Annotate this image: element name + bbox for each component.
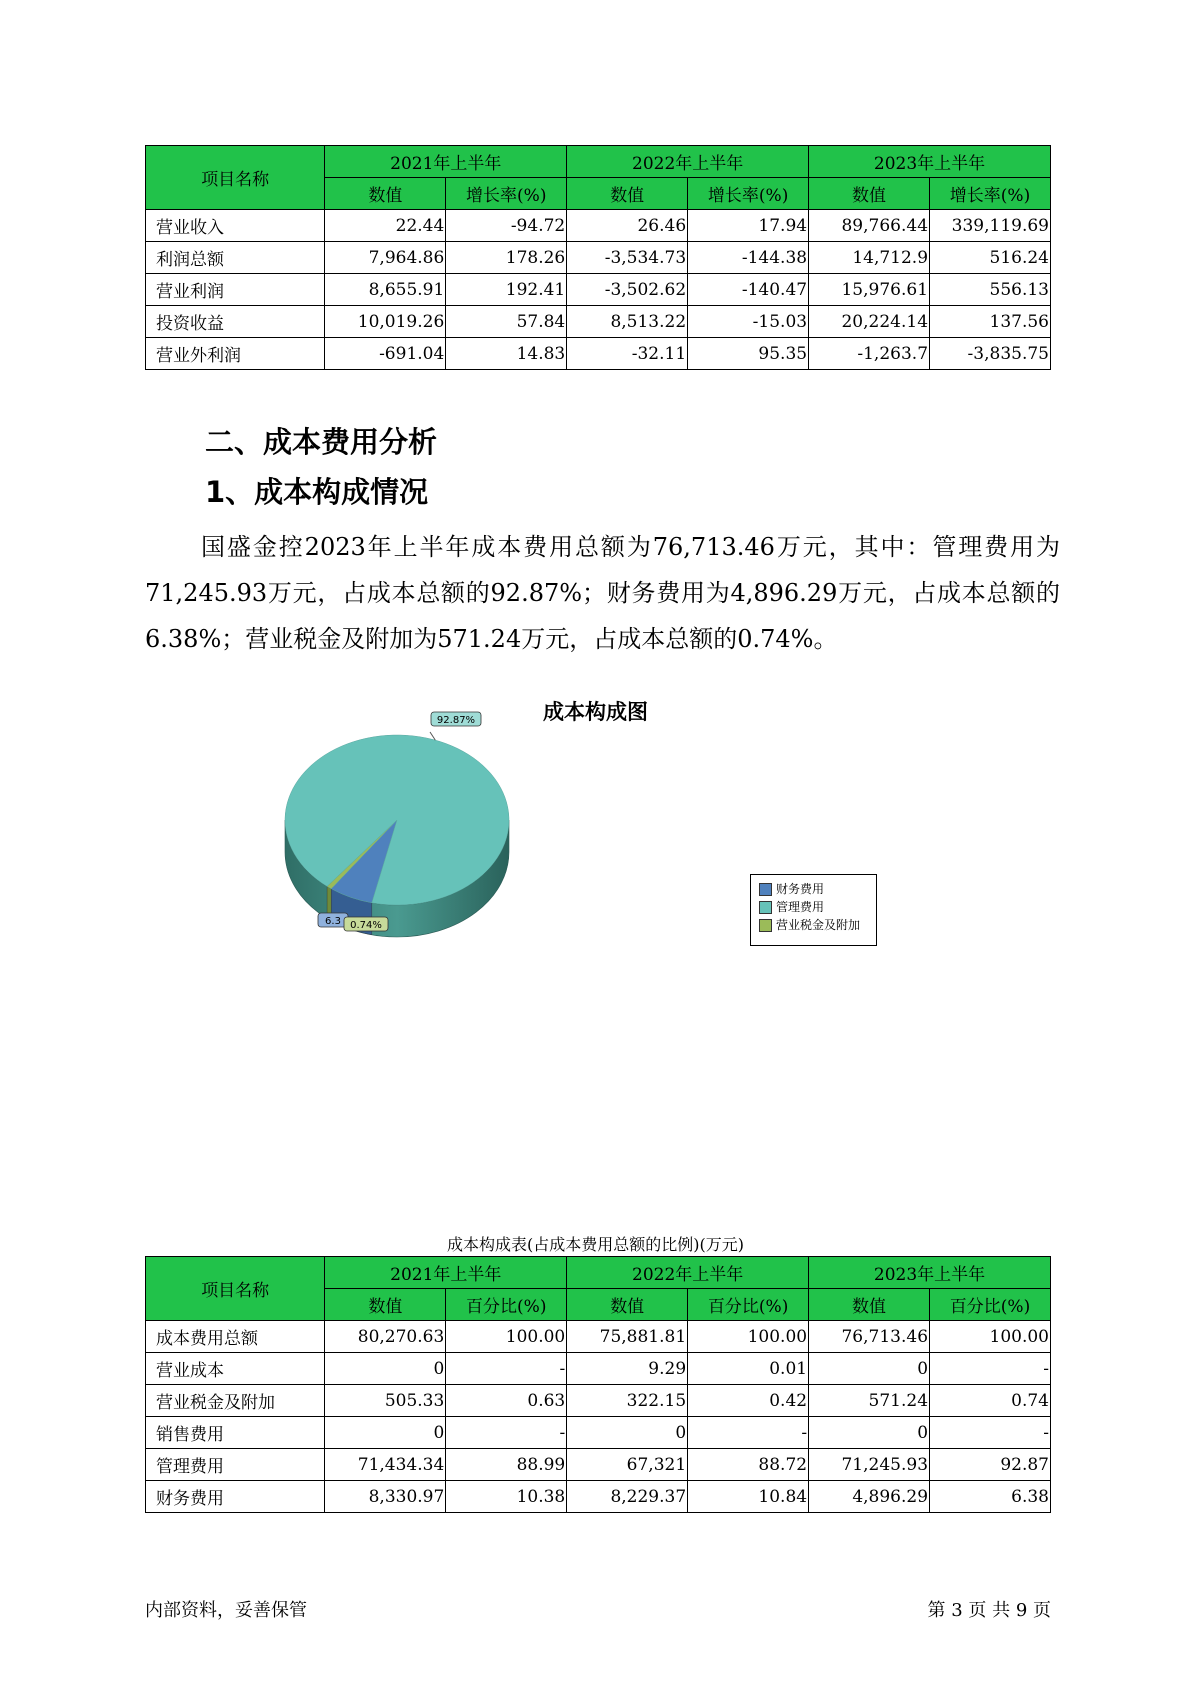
row-label: 营业税金及附加 — [146, 1385, 325, 1417]
pie-label-management: 92.87% — [436, 715, 476, 726]
legend-item — [759, 899, 824, 915]
pie-label-tax: 0.74% — [350, 920, 382, 931]
table-subheader: 百分比(%) — [930, 1289, 1051, 1321]
table-row — [146, 1417, 1051, 1449]
table-subheader: 数值 — [325, 1289, 446, 1321]
table-header-period: 2023年上半年 — [809, 1257, 1051, 1289]
table-subheader: 增长率(%) — [446, 178, 567, 210]
table-cell: -144.38 — [688, 242, 809, 274]
row-label: 营业利润 — [146, 274, 325, 306]
table-cell: 20,224.14 — [809, 306, 930, 338]
row-label: 营业外利润 — [146, 338, 325, 370]
table-cell: 0.63 — [446, 1385, 567, 1417]
table-cell: 571.24 — [809, 1385, 930, 1417]
legend-item — [759, 917, 860, 933]
table-subheader: 数值 — [567, 1289, 688, 1321]
table-header-period: 2023年上半年 — [809, 146, 1051, 178]
table-cell: -691.04 — [325, 338, 446, 370]
table-caption: 成本构成表(占成本费用总额的比例)(万元) — [447, 1235, 744, 1254]
table-cell: - — [446, 1353, 567, 1385]
table-cell: 0.01 — [688, 1353, 809, 1385]
table-header-period: 2021年上半年 — [325, 146, 567, 178]
table-cell: -32.11 — [567, 338, 688, 370]
table-cell: 17.94 — [688, 210, 809, 242]
table-cell: 8,513.22 — [567, 306, 688, 338]
table-cell: 14,712.9 — [809, 242, 930, 274]
legend-label: 管理费用 — [776, 900, 825, 914]
table-row — [146, 306, 1051, 338]
footer-page-number: 第 3 页 共 9 页 — [927, 1600, 1051, 1621]
table-subheader: 数值 — [567, 178, 688, 210]
table-cell: 57.84 — [446, 306, 567, 338]
chart-legend — [750, 874, 877, 946]
table-cell: 80,270.63 — [325, 1321, 446, 1353]
table-cell: -1,263.7 — [809, 338, 930, 370]
pie-label-finance: 6.3 — [325, 916, 341, 927]
table-cell: 76,713.46 — [809, 1321, 930, 1353]
table-cell: 192.41 — [446, 274, 567, 306]
table-cell: 0 — [809, 1353, 930, 1385]
table-subheader: 增长率(%) — [688, 178, 809, 210]
table-cell: 88.99 — [446, 1449, 567, 1481]
table-cell: 8,330.97 — [325, 1481, 446, 1513]
legend-swatch — [759, 883, 772, 896]
table-header-name: 项目名称 — [146, 146, 325, 210]
growth-table — [145, 145, 1051, 370]
table-cell: 14.83 — [446, 338, 567, 370]
table-cell: -3,502.62 — [567, 274, 688, 306]
table-cell: -3,534.73 — [567, 242, 688, 274]
table-cell: 10,019.26 — [325, 306, 446, 338]
table-cell: -15.03 — [688, 306, 809, 338]
summary-paragraph: 国盛金控2023年上半年成本费用总额为76,713.46万元，其中：管理费用为71,245.93万元，占成本总额的92.87%；财务费用为4,896.29万元，占成本总额的6.38%；营业税金及附加为571.24万元，占成本总额的0.74%。 — [145, 533, 1060, 653]
table-cell: - — [446, 1417, 567, 1449]
table-cell: 0.42 — [688, 1385, 809, 1417]
footer-confidential: 内部资料，妥善保管 — [145, 1600, 307, 1621]
table-cell: 75,881.81 — [567, 1321, 688, 1353]
table-cell: 88.72 — [688, 1449, 809, 1481]
table-cell: 10.84 — [688, 1481, 809, 1513]
table-row — [146, 1353, 1051, 1385]
table-cell: 92.87 — [930, 1449, 1051, 1481]
table-header-period: 2022年上半年 — [567, 146, 809, 178]
table-cell: 0 — [325, 1353, 446, 1385]
row-label: 营业收入 — [146, 210, 325, 242]
table-cell: 22.44 — [325, 210, 446, 242]
table-subheader: 数值 — [325, 178, 446, 210]
row-label: 销售费用 — [146, 1417, 325, 1449]
table-cell: 8,655.91 — [325, 274, 446, 306]
cost-pie-chart — [290, 715, 590, 1020]
table-cell: 71,245.93 — [809, 1449, 930, 1481]
table-cell: 0 — [567, 1417, 688, 1449]
table-cell: -140.47 — [688, 274, 809, 306]
table-subheader: 数值 — [809, 1289, 930, 1321]
table-row — [146, 338, 1051, 370]
table-cell: 26.46 — [567, 210, 688, 242]
table-row — [146, 1321, 1051, 1353]
row-label: 财务费用 — [146, 1481, 325, 1513]
table-cell: 95.35 — [688, 338, 809, 370]
table-cell: 137.56 — [930, 306, 1051, 338]
row-label: 投资收益 — [146, 306, 325, 338]
table-header-period: 2021年上半年 — [325, 1257, 567, 1289]
section-title: 二、成本费用分析 — [205, 425, 438, 459]
table-cell: 8,229.37 — [567, 1481, 688, 1513]
table-cell: - — [688, 1417, 809, 1449]
table-row — [146, 210, 1051, 242]
row-label: 成本费用总额 — [146, 1321, 325, 1353]
row-label: 营业成本 — [146, 1353, 325, 1385]
table-cell: 4,896.29 — [809, 1481, 930, 1513]
table-header-period: 2022年上半年 — [567, 1257, 809, 1289]
table-cell: 100.00 — [930, 1321, 1051, 1353]
table-cell: 178.26 — [446, 242, 567, 274]
table-cell: 505.33 — [325, 1385, 446, 1417]
table-subheader: 百分比(%) — [688, 1289, 809, 1321]
table-subheader: 数值 — [809, 178, 930, 210]
table-cell: - — [930, 1353, 1051, 1385]
cost-table — [145, 1256, 1051, 1513]
pie-slice-management — [285, 735, 509, 905]
table-cell: 0 — [809, 1417, 930, 1449]
legend-label: 财务费用 — [776, 882, 825, 896]
row-label: 利润总额 — [146, 242, 325, 274]
table-row — [146, 1449, 1051, 1481]
table-cell: 15,976.61 — [809, 274, 930, 306]
table-row — [146, 1385, 1051, 1417]
table-row — [146, 1481, 1051, 1513]
table-header-name: 项目名称 — [146, 1257, 325, 1321]
legend-swatch — [759, 901, 772, 914]
table-cell: 6.38 — [930, 1481, 1051, 1513]
table-cell: 100.00 — [688, 1321, 809, 1353]
table-cell: -94.72 — [446, 210, 567, 242]
table-cell: 339,119.69 — [930, 210, 1051, 242]
table-cell: - — [930, 1417, 1051, 1449]
legend-swatch — [759, 919, 772, 932]
table-cell: 7,964.86 — [325, 242, 446, 274]
subsection-title: 1、成本构成情况 — [205, 475, 429, 509]
table-subheader: 增长率(%) — [930, 178, 1051, 210]
table-cell: 100.00 — [446, 1321, 567, 1353]
chart-title: 成本构成图 — [543, 700, 648, 724]
legend-item — [759, 881, 824, 897]
table-cell: 67,321 — [567, 1449, 688, 1481]
row-label: 管理费用 — [146, 1449, 325, 1481]
table-row — [146, 242, 1051, 274]
table-subheader: 百分比(%) — [446, 1289, 567, 1321]
table-cell: 89,766.44 — [809, 210, 930, 242]
table-cell: 322.15 — [567, 1385, 688, 1417]
table-cell: 0.74 — [930, 1385, 1051, 1417]
table-cell: 9.29 — [567, 1353, 688, 1385]
legend-label: 营业税金及附加 — [776, 918, 861, 932]
table-row — [146, 274, 1051, 306]
table-cell: 0 — [325, 1417, 446, 1449]
table-cell: 516.24 — [930, 242, 1051, 274]
table-cell: -3,835.75 — [930, 338, 1051, 370]
table-cell: 71,434.34 — [325, 1449, 446, 1481]
table-cell: 10.38 — [446, 1481, 567, 1513]
table-cell: 556.13 — [930, 274, 1051, 306]
